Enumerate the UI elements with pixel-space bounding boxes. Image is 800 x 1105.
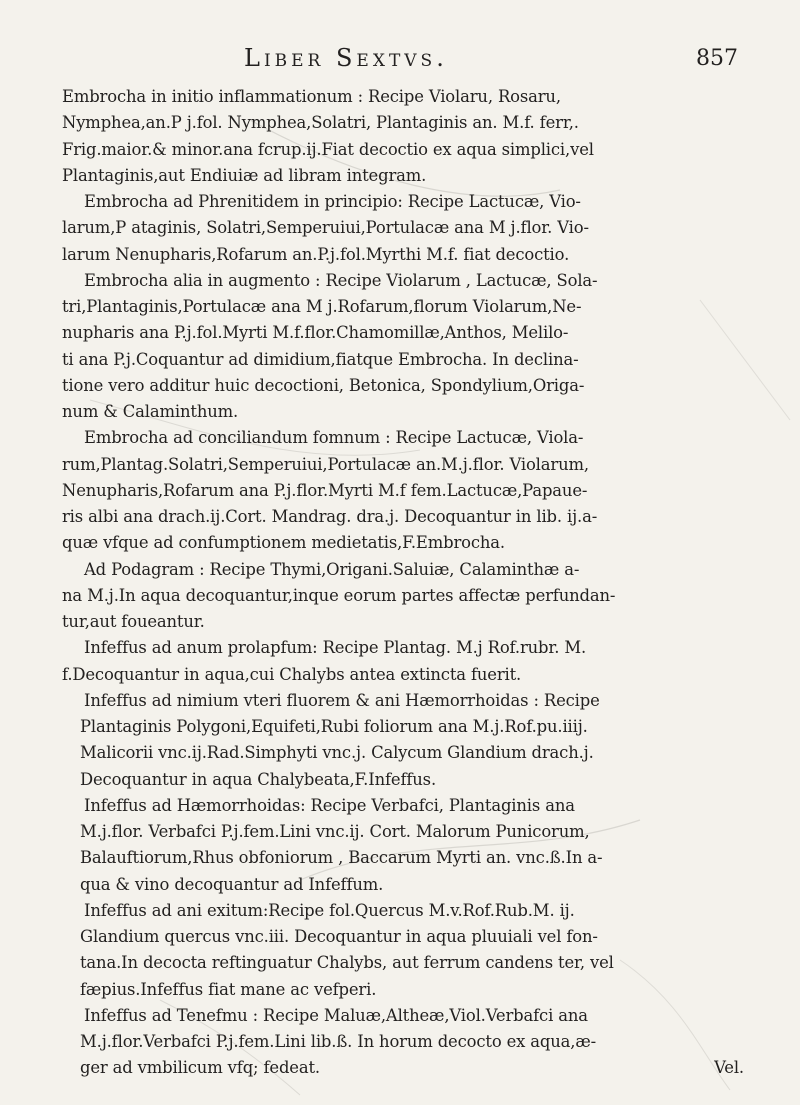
text-line: tione vero additur huic decoctioni, Betonica, Spondylium,Origa-	[62, 375, 585, 395]
text-line: ger ad vmbilicum vfq; fedeat.	[80, 1058, 320, 1078]
text-line: Plantaginis Polygoni,Equifeti,Rubi foliorum ana M.j.Rof.pu.iiij.	[80, 717, 588, 736]
text-line: M.j.flor. Verbafci P.j.fem.Lini vnc.ij. Cort. Malorum Punicorum,	[80, 822, 590, 841]
text-line: Embrocha ad conciliandum fomnum : Recipe Lactucæ, Viola-	[84, 428, 584, 448]
text-line: ti ana P.j.Coquantur ad dimidium,fiatque Embrocha. In declina-	[62, 349, 579, 369]
text-line: num & Calaminthum.	[62, 402, 239, 421]
text-body	[62, 84, 762, 1082]
text-line: rum,Plantag.Solatri,Semperuiui,Portulacæ an.M.j.flor. Violarum,	[62, 454, 589, 474]
text-line: Decoquantur in aqua Chalybeata,F.Infeffus.	[80, 769, 437, 789]
text-line: Embrocha in initio inflammationum : Recipe Violaru, Rosaru,	[62, 87, 561, 106]
text-line: Balauftiorum,Rhus obfoniorum , Baccarum Myrti an. vnc.ß.In a-	[80, 848, 603, 868]
text-line: Malicorii vnc.ij.Rad.Simphyti vnc.j. Calycum Glandium drach.j.	[80, 743, 594, 763]
text-line: Infeffus ad nimium vteri fluorem & ani Hæmorrhoidas : Recipe	[84, 690, 600, 710]
text-line: Embrocha ad Phrenitidem in principio: Recipe Lactucæ, Vio-	[84, 192, 581, 211]
text-line: tri,Plantaginis,Portulacæ ana M j.Rofarum,florum Violarum,Ne-	[62, 297, 582, 316]
text-line: Embrocha alia in augmento : Recipe Violarum , Lactucæ, Sola-	[84, 270, 598, 290]
text-line: Infeffus ad Tenefmu : Recipe Maluæ,Altheæ,Viol.Verbafci ana	[84, 1005, 588, 1025]
text-line: nupharis ana P.j.fol.Myrti M.f.flor.Chamomillæ,Anthos, Melilo-	[62, 323, 569, 343]
running-head-title: Liber Sextvs.	[244, 44, 448, 72]
text-line: Frig.maior.& minor.ana fcrup.ij.Fiat decoctio ex aqua simplici,vel	[62, 139, 594, 159]
catchword: Vel.	[714, 1058, 744, 1078]
text-line: Nymphea,an.P j.fol. Nymphea,Solatri, Plantaginis an. M.f. ferr,.	[62, 113, 579, 133]
page-number: 857	[696, 46, 738, 71]
text-line: Nenupharis,Rofarum ana P.j.flor.Myrti M.f fem.Lactucæ,Papaue-	[62, 480, 588, 500]
text-line: fæpius.Infeffus fiat mane ac vefperi.	[80, 979, 377, 999]
text-line: Infeffus ad Hæmorrhoidas: Recipe Verbafci, Plantaginis ana	[84, 795, 575, 815]
text-line: Infeffus ad ani exitum:Recipe fol.Quercus M.v.Rof.Rub.M. ij.	[84, 900, 575, 920]
text-line: tana.In decocta reftinguatur Chalybs, aut ferrum candens ter, vel	[80, 953, 614, 973]
text-line: M.j.flor.Verbafci P.j.fem.Lini lib.ß. In horum decocto ex aqua,æ-	[80, 1032, 596, 1051]
text-line: ris albi ana drach.ij.Cort. Mandrag. dra.j. Decoquantur in lib. ij.a-	[62, 507, 598, 526]
running-head	[244, 44, 744, 80]
text-line: Plantaginis,aut Endiuiæ ad libram integram.	[62, 165, 427, 185]
text-line: Infeffus ad anum prolapfum: Recipe Plantag. M.j Rof.rubr. M.	[84, 638, 587, 658]
text-line: f.Decoquantur in aqua,cui Chalybs antea extincta fuerit.	[62, 664, 522, 684]
text-line: larum,P ataginis, Solatri,Semperuiui,Portulacæ ana M j.flor. Vio-	[62, 218, 589, 238]
text-line: na M.j.In aqua decoquantur,inque eorum partes affectæ perfundan-	[62, 585, 616, 605]
text-line: larum Nenupharis,Rofarum an.P.j.fol.Myrthi M.f. fiat decoctio.	[62, 244, 570, 264]
text-line: Ad Podagram : Recipe Thymi,Origani.Saluiæ, Calaminthæ a-	[84, 559, 580, 579]
text-line: Glandium quercus vnc.iii. Decoquantur in aqua pluuiali vel fon-	[80, 927, 598, 946]
text-line: qua & vino decoquantur ad Infeffum.	[80, 874, 384, 894]
text-line: quæ vfque ad confumptionem medietatis,F.Embrocha.	[62, 533, 505, 553]
text-line: tur,aut foueantur.	[62, 612, 205, 631]
